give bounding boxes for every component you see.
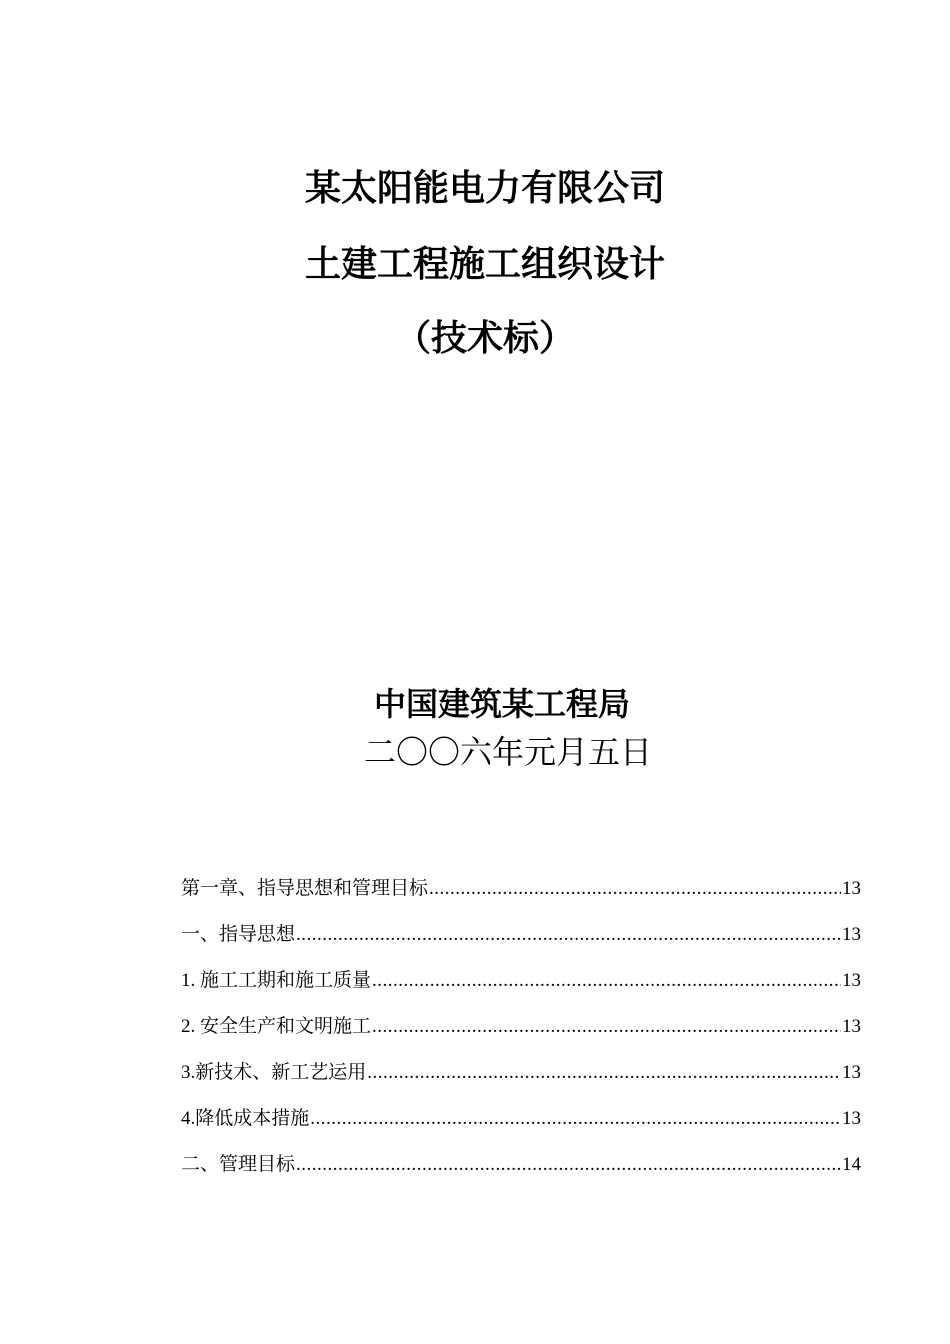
toc-leader-dots bbox=[372, 962, 841, 1000]
toc-leader-dots bbox=[429, 870, 841, 908]
toc-entry-label: 一、指导思想 bbox=[181, 924, 296, 945]
toc-entry-label: 第一章、指导思想和管理目标 bbox=[181, 878, 429, 899]
toc-entry-label: 3.新技术、新工艺运用 bbox=[181, 1062, 367, 1083]
toc-entry[interactable] bbox=[181, 962, 861, 1008]
toc-entry-page: 13 bbox=[842, 878, 861, 899]
toc-entry[interactable] bbox=[181, 870, 861, 916]
issuing-organization: 中国建筑某工程局 bbox=[374, 685, 631, 723]
toc-leader-dots bbox=[310, 1100, 841, 1138]
toc-entry-label: 2. 安全生产和文明施工 bbox=[181, 1016, 372, 1037]
document-title-company: 某太阳能电力有限公司 bbox=[304, 168, 665, 209]
toc-entry-page: 13 bbox=[842, 1016, 861, 1037]
toc-entry[interactable] bbox=[181, 1146, 861, 1192]
toc-entry-label: 1. 施工工期和施工质量 bbox=[181, 970, 372, 991]
toc-entry[interactable] bbox=[181, 1054, 861, 1100]
toc-entry[interactable] bbox=[181, 1100, 861, 1146]
toc-entry-label: 二、管理目标 bbox=[181, 1154, 296, 1175]
toc-entry-page: 13 bbox=[842, 924, 861, 945]
toc-leader-dots bbox=[367, 1054, 841, 1092]
toc-entry-page: 13 bbox=[842, 1108, 861, 1129]
document-title-project: 土建工程施工组织设计 bbox=[304, 244, 665, 285]
toc-entry-page: 13 bbox=[842, 1062, 861, 1083]
toc-entry[interactable] bbox=[181, 1008, 861, 1054]
table-of-contents bbox=[181, 870, 861, 1192]
toc-entry-page: 14 bbox=[842, 1154, 861, 1175]
toc-leader-dots bbox=[372, 1008, 841, 1046]
document-title-subtitle: （技术标） bbox=[394, 318, 575, 359]
toc-entry-label: 4.降低成本措施 bbox=[181, 1108, 310, 1129]
toc-entry[interactable] bbox=[181, 916, 861, 962]
toc-leader-dots bbox=[296, 1146, 841, 1184]
toc-leader-dots bbox=[296, 916, 841, 954]
issue-date: 二〇〇六年元月五日 bbox=[364, 733, 653, 771]
toc-entry-page: 13 bbox=[842, 970, 861, 991]
